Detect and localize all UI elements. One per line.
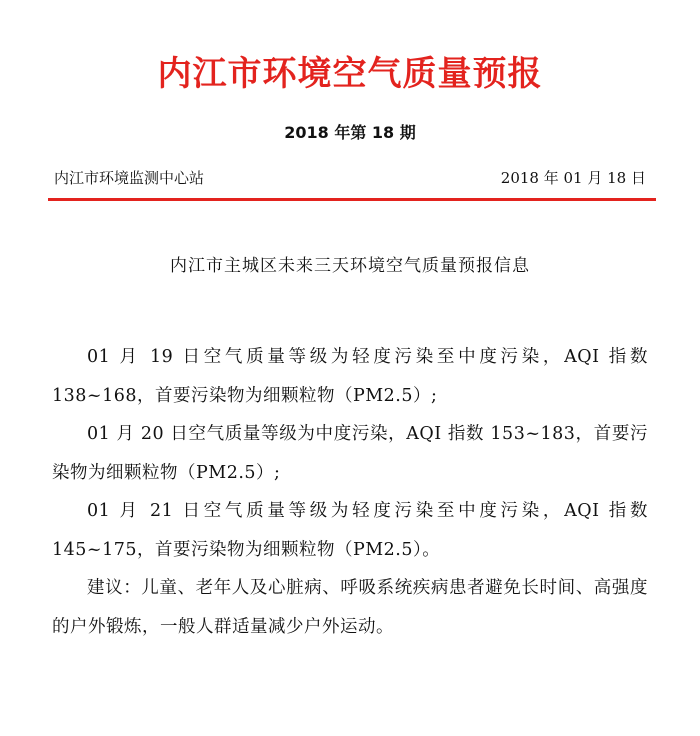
forecast-paragraph-day1: 01 月 19 日空气质量等级为轻度污染至中度污染，AQI 指数 138~168，首要污染物为细颗粒物（PM2.5）;: [52, 347, 648, 406]
section-title: 内江市主城区未来三天环境空气质量预报信息: [170, 256, 530, 276]
issuer-name: 内江市环境监测中心站: [54, 169, 205, 187]
document-title: 内江市环境空气质量预报: [157, 54, 543, 94]
meta-row: [48, 165, 652, 191]
forecast-paragraph-day2: 01 月 20 日空气质量等级为中度污染，AQI 指数 153~183，首要污染物为细颗粒物（PM2.5）;: [52, 424, 648, 483]
header-divider: [48, 198, 656, 201]
forecast-paragraph-day3: 01 月 21 日空气质量等级为轻度污染至中度污染，AQI 指数 145~175，首要污染物为细颗粒物（PM2.5）。: [52, 501, 648, 560]
forecast-body: [52, 338, 648, 646]
issue-date: 2018 年 01 月 18 日: [500, 169, 646, 187]
issue-number: 2018 年第 18 期: [284, 123, 416, 142]
health-advice-paragraph: 建议：儿童、老年人及心脏病、呼吸系统疾病患者避免长时间、高强度的户外锻炼，一般人群适量减少户外运动。: [52, 578, 648, 637]
